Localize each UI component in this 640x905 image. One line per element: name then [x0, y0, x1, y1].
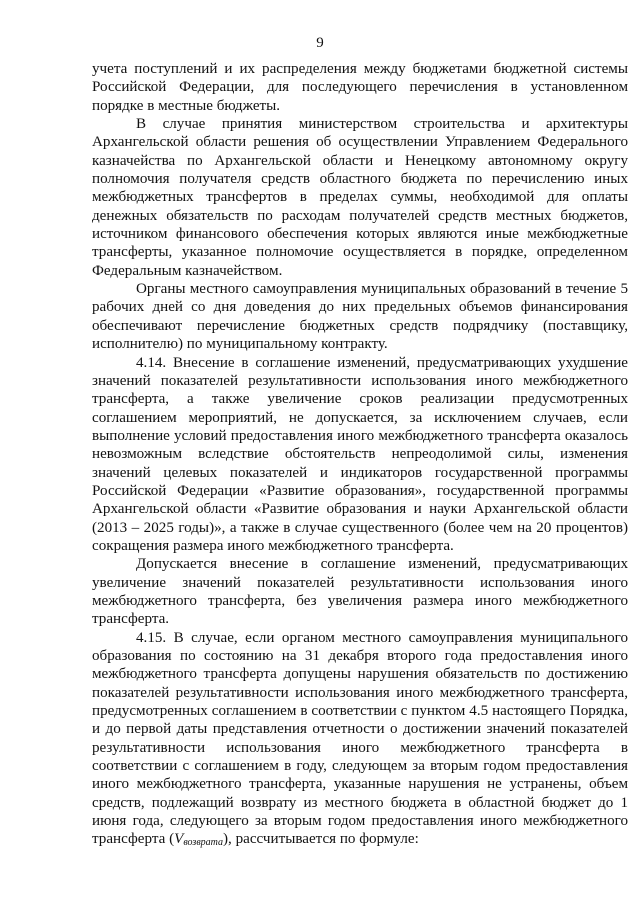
- return-volume-subscript: возврата: [183, 837, 224, 849]
- paragraph-treasury-authority: В случае принятия министерством строительства и архитектуры Архангельской области решения об осуществлении Управлением Федерального казначейства по Архангельской области и Ненецкому автономному округу полномочия получателя средств областного бюджета по перечислению иных межбюджетных трансфертов в пределах суммы, необходимой для оплаты денежных обязательств по расходам получателей средств местных бюджетов, источником финансового обеспечения которых являются иные межбюджетные трансферты, указанное полномочие осуществляется в порядке, определенном Федеральным казначейством.: [92, 116, 628, 279]
- paragraph-continuation: учета поступлений и их распределения между бюджетами бюджетной системы Российской Федерации, для последующего перечисления в установленном порядке в местные бюджеты.: [92, 61, 628, 114]
- paragraph-4-14: 4.14. Внесение в соглашение изменений, предусматривающих ухудшение значений показателей результативности использования иного межбюджетного трансферта, а также увеличение сроков реализации предусмотренных соглашением мероприятий, не допускается, за исключением случаев, если выполнение условий предоставления иного межбюджетного трансферта оказалось невозможным вследствие обстоятельств непреодолимой силы, изменения значений целевых показателей и индикаторов государственной программы Российской Федерации «Развитие образования», государственной программы Архангельской области «Развитие образования и науки Архангельской области (2013 – 2025 годы)», а также в случае существенного (более чем на 20 процентов) сокращения размера иного межбюджетного трансферта.: [92, 354, 628, 554]
- page-number: 9: [316, 35, 324, 51]
- document-body: [92, 60, 628, 849]
- paragraph-local-transfer: Органы местного самоуправления муниципальных образований в течение 5 рабочих дней со дня доведения до них предельных объемов финансирования обеспечивают перечисление бюджетных средств подрядчику (поставщику, исполнителю) по муниципальному контракту.: [92, 281, 628, 353]
- paragraph-4-15: [92, 629, 628, 849]
- return-volume-symbol: V: [174, 831, 184, 848]
- paragraph-4-15-text: 4.15. В случае, если органом местного самоуправления муниципального образования по состоянию на 31 декабря второго года предоставления иного межбюджетного трансферта допущены нарушения обязательств по достижению показателей результативности использования иного межбюджетного трансферта, предусмотренных соглашением в соответствии с пунктом 4.5 настоящего Порядка, и до первой даты представления отчетности о достижении значений показателей результативности использования иного межбюджетного трансферта в соответствии с соглашением в году, следующем за вторым годом предоставления иного межбюджетного трансферта, указанные нарушения не устранены, объем средств, подлежащий возврату из местного бюджета в областной бюджет до 1 июня года, следующего за вторым годом предоставления иного межбюджетного трансферта (: [92, 629, 628, 848]
- paragraph-4-15-tail: ), рассчитывается по формуле:: [223, 831, 419, 848]
- paragraph-allowed-changes: Допускается внесение в соглашение изменений, предусматривающих увеличение значений показателей результативности использования иного межбюджетного трансферта, без увеличения размера иного межбюджетного трансферта.: [92, 556, 628, 628]
